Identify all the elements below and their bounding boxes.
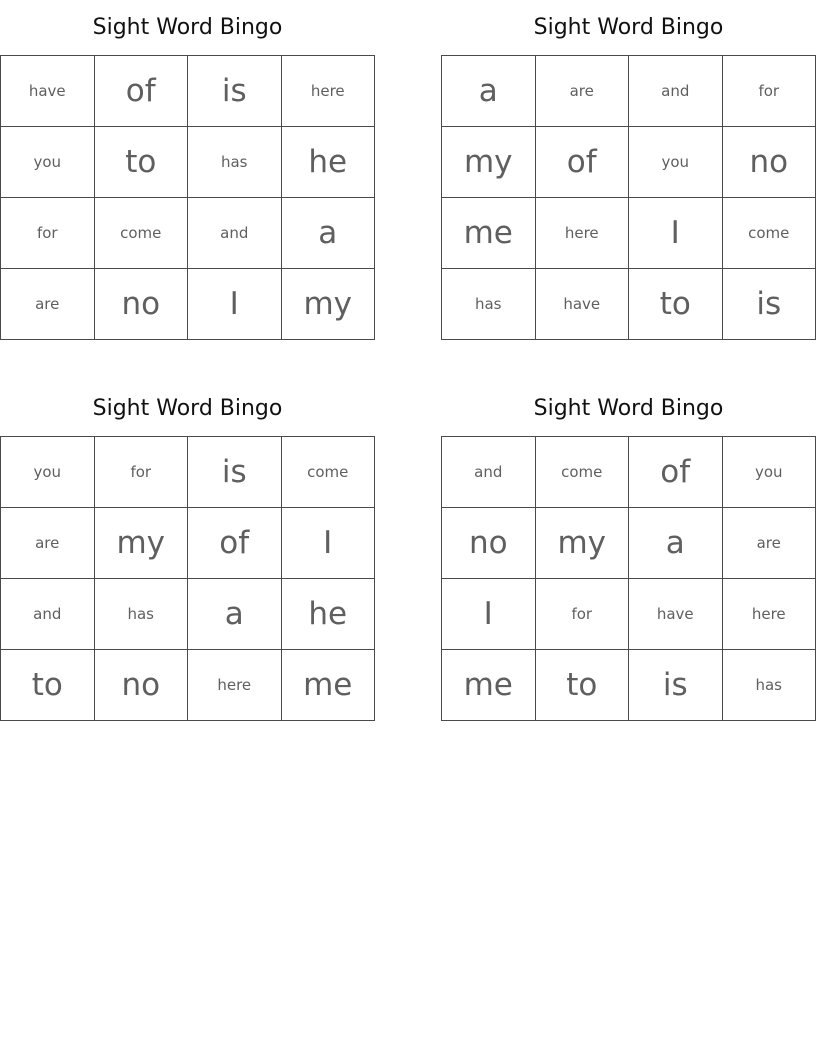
word-cell: I (629, 198, 723, 269)
grid-row (1, 269, 375, 340)
word-cell: has (188, 127, 282, 198)
word-cell: come (281, 437, 375, 508)
word-cell: a (188, 579, 282, 650)
word-cell: have (1, 56, 95, 127)
word-cell: and (1, 579, 95, 650)
word-cell: my (94, 508, 188, 579)
word-cell: for (535, 579, 629, 650)
word-cell: my (281, 269, 375, 340)
word-cell: for (1, 198, 95, 269)
word-cell: here (535, 198, 629, 269)
grid-row (1, 56, 375, 127)
word-cell: to (629, 269, 723, 340)
grid-row (442, 56, 816, 127)
bingo-grid (0, 436, 375, 721)
grid-row (1, 508, 375, 579)
word-cell: I (442, 579, 536, 650)
word-cell: is (722, 269, 816, 340)
word-cell: are (535, 56, 629, 127)
grid-row (442, 650, 816, 721)
bingo-grid (441, 436, 816, 721)
grid-row (1, 579, 375, 650)
bingo-grid (0, 55, 375, 340)
word-cell: a (281, 198, 375, 269)
word-cell: no (442, 508, 536, 579)
word-cell: come (535, 437, 629, 508)
word-cell: and (442, 437, 536, 508)
word-cell: to (535, 650, 629, 721)
word-cell: you (629, 127, 723, 198)
grid-row (442, 198, 816, 269)
word-cell: are (1, 508, 95, 579)
word-cell: to (1, 650, 95, 721)
word-cell: is (188, 56, 282, 127)
word-cell: here (188, 650, 282, 721)
grid-row (1, 650, 375, 721)
word-cell: my (442, 127, 536, 198)
word-cell: of (535, 127, 629, 198)
word-cell: of (629, 437, 723, 508)
word-cell: a (629, 508, 723, 579)
word-cell: me (442, 198, 536, 269)
word-cell: a (442, 56, 536, 127)
card-title: Sight Word Bingo (533, 15, 724, 40)
word-cell: to (94, 127, 188, 198)
card-title: Sight Word Bingo (533, 396, 724, 421)
grid-row (1, 198, 375, 269)
word-cell: here (722, 579, 816, 650)
word-cell: he (281, 579, 375, 650)
bingo-grid (441, 55, 816, 340)
grid-row (442, 579, 816, 650)
word-cell: you (1, 437, 95, 508)
word-cell: have (629, 579, 723, 650)
word-cell: here (281, 56, 375, 127)
word-cell: of (188, 508, 282, 579)
word-cell: no (94, 650, 188, 721)
word-cell: come (94, 198, 188, 269)
word-cell: is (188, 437, 282, 508)
word-cell: you (722, 437, 816, 508)
word-cell: is (629, 650, 723, 721)
grid-row (442, 127, 816, 198)
word-cell: are (1, 269, 95, 340)
word-cell: come (722, 198, 816, 269)
word-cell: no (94, 269, 188, 340)
word-cell: I (188, 269, 282, 340)
word-cell: and (188, 198, 282, 269)
word-cell: for (722, 56, 816, 127)
word-cell: are (722, 508, 816, 579)
word-cell: has (442, 269, 536, 340)
word-cell: of (94, 56, 188, 127)
word-cell: me (442, 650, 536, 721)
word-cell: no (722, 127, 816, 198)
word-cell: for (94, 437, 188, 508)
word-cell: you (1, 127, 95, 198)
word-cell: and (629, 56, 723, 127)
word-cell: my (535, 508, 629, 579)
card-title: Sight Word Bingo (92, 396, 283, 421)
word-cell: I (281, 508, 375, 579)
word-cell: me (281, 650, 375, 721)
grid-row (442, 437, 816, 508)
word-cell: have (535, 269, 629, 340)
grid-row (442, 269, 816, 340)
word-cell: has (94, 579, 188, 650)
grid-row (442, 508, 816, 579)
word-cell: he (281, 127, 375, 198)
card-title: Sight Word Bingo (92, 15, 283, 40)
grid-row (1, 437, 375, 508)
grid-row (1, 127, 375, 198)
word-cell: has (722, 650, 816, 721)
